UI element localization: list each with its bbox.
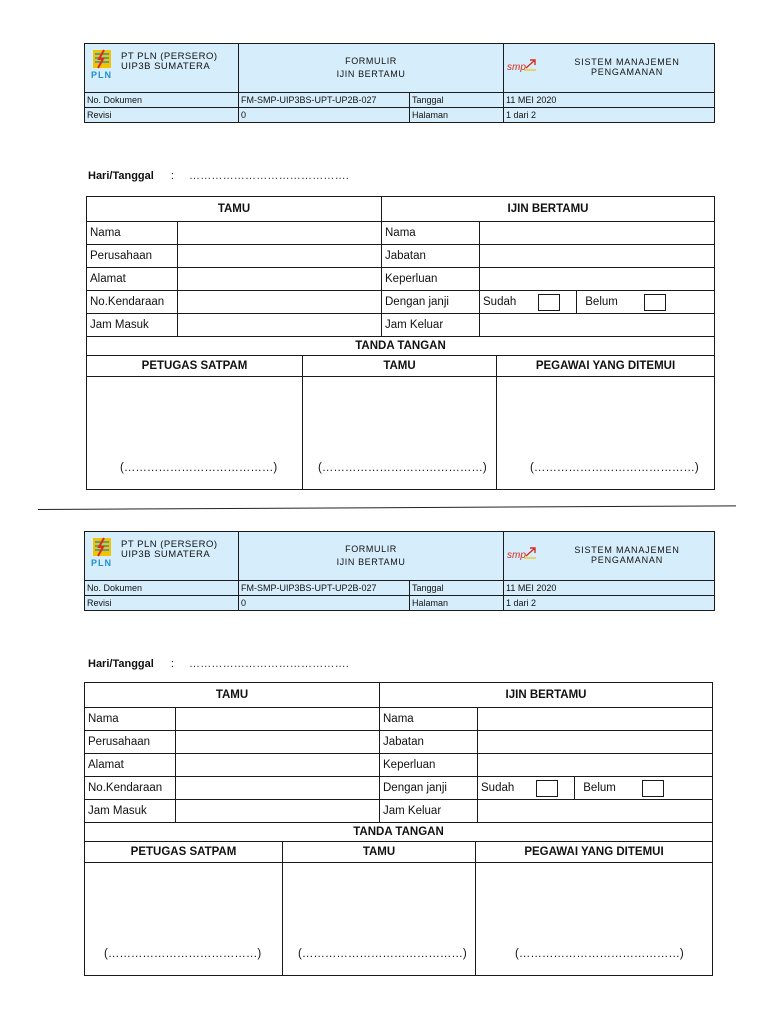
appointment-label: Dengan janji bbox=[382, 291, 480, 314]
company-unit: UIP3B SUMATERA bbox=[121, 549, 211, 560]
signature-line: (……………………………………) bbox=[298, 948, 467, 960]
appointment-label: Dengan janji bbox=[380, 777, 478, 800]
time-out-label: Jam Keluar bbox=[382, 314, 480, 337]
ijin-section-header: IJIN BERTAMU bbox=[380, 683, 713, 708]
purpose-label: Keperluan bbox=[380, 754, 478, 777]
time-out-field[interactable] bbox=[478, 800, 713, 823]
tamu-section-header: TAMU bbox=[87, 197, 382, 222]
appointment-divider bbox=[574, 777, 575, 799]
document-header bbox=[84, 43, 715, 123]
guest-signature[interactable] bbox=[283, 863, 476, 976]
date-line-colon: : bbox=[170, 170, 174, 182]
signature-line: (…………………………………) bbox=[104, 948, 262, 960]
company-name: PT PLN (PERSERO) bbox=[121, 51, 218, 62]
employee-signature-header: PEGAWAI YANG DITEMUI bbox=[476, 842, 713, 863]
vehicle-label: No.Kendaraan bbox=[85, 777, 176, 800]
appointment-divider bbox=[576, 291, 577, 313]
vehicle-field[interactable] bbox=[178, 291, 382, 314]
host-name-label: Nama bbox=[382, 222, 480, 245]
sudah-label: Sudah bbox=[481, 782, 515, 794]
host-name-label: Nama bbox=[380, 708, 478, 731]
guest-signature[interactable] bbox=[303, 377, 497, 490]
page-label: Halaman bbox=[410, 108, 504, 123]
company-field[interactable] bbox=[176, 731, 380, 754]
security-officer-header: PETUGAS SATPAM bbox=[87, 356, 303, 377]
guest-name-label: Nama bbox=[87, 222, 178, 245]
date-line-label: Hari/Tanggal bbox=[88, 170, 154, 182]
system-name-line2: PENGAMANAN bbox=[590, 555, 663, 565]
security-officer-header: PETUGAS SATPAM bbox=[85, 842, 283, 863]
guest-form-2 bbox=[84, 682, 712, 976]
signature-line: (……………………………………) bbox=[318, 462, 487, 474]
host-name-field[interactable] bbox=[480, 222, 715, 245]
smp-logo-text: smp bbox=[507, 62, 526, 73]
guest-name-field[interactable] bbox=[178, 222, 382, 245]
page-label: Halaman bbox=[410, 596, 504, 611]
form-title-line1: FORMULIR bbox=[345, 56, 397, 66]
system-name-line2: PENGAMANAN bbox=[590, 67, 663, 77]
page-value: 1 dari 2 bbox=[504, 108, 715, 123]
doc-number-label: No. Dokumen bbox=[85, 93, 239, 108]
form-title-line2: IJIN BERTAMU bbox=[336, 557, 406, 567]
document-header bbox=[84, 531, 715, 611]
appointment-options bbox=[478, 777, 713, 800]
guest-signature-header: TAMU bbox=[283, 842, 476, 863]
smp-logo-icon bbox=[506, 544, 538, 562]
company-field[interactable] bbox=[178, 245, 382, 268]
company-label: Perusahaan bbox=[87, 245, 178, 268]
smp-logo-text: smp bbox=[507, 550, 526, 561]
revision-label: Revisi bbox=[85, 108, 239, 123]
vehicle-field[interactable] bbox=[176, 777, 380, 800]
doc-number-value: FM-SMP-UIP3BS-UPT-UP2B-027 bbox=[239, 581, 410, 596]
guest-name-label: Nama bbox=[85, 708, 176, 731]
vehicle-label: No.Kendaraan bbox=[87, 291, 178, 314]
sudah-label: Sudah bbox=[483, 296, 517, 308]
date-line bbox=[88, 658, 349, 670]
system-name-line1: SISTEM MANAJEMEN bbox=[574, 57, 680, 67]
system-cell bbox=[504, 44, 715, 93]
ijin-section-header: IJIN BERTAMU bbox=[382, 197, 715, 222]
security-officer-signature[interactable] bbox=[87, 377, 303, 490]
form-title-line2: IJIN BERTAMU bbox=[336, 69, 406, 79]
tamu-section-header: TAMU bbox=[85, 683, 380, 708]
appointment-options bbox=[480, 291, 715, 314]
security-officer-signature[interactable] bbox=[85, 863, 283, 976]
position-label: Jabatan bbox=[382, 245, 480, 268]
signature-line: (……………………………………) bbox=[515, 948, 684, 960]
signature-line: (…………………………………) bbox=[120, 462, 278, 474]
date-line bbox=[88, 170, 349, 182]
signature-section-header: TANDA TANGAN bbox=[87, 337, 715, 356]
form-title-cell bbox=[239, 532, 504, 581]
guest-signature-header: TAMU bbox=[303, 356, 497, 377]
belum-label: Belum bbox=[585, 296, 618, 308]
system-cell bbox=[504, 532, 715, 581]
purpose-field[interactable] bbox=[480, 268, 715, 291]
employee-signature[interactable] bbox=[497, 377, 715, 490]
time-in-field[interactable] bbox=[176, 800, 380, 823]
time-in-field[interactable] bbox=[178, 314, 382, 337]
company-name: PT PLN (PERSERO) bbox=[121, 539, 218, 550]
date-value: 11 MEI 2020 bbox=[504, 581, 715, 596]
doc-number-label: No. Dokumen bbox=[85, 581, 239, 596]
signature-line: (……………………………………) bbox=[530, 462, 699, 474]
purpose-label: Keperluan bbox=[382, 268, 480, 291]
pln-logo-text: PLN bbox=[91, 70, 112, 80]
time-in-label: Jam Masuk bbox=[85, 800, 176, 823]
date-value: 11 MEI 2020 bbox=[504, 93, 715, 108]
address-field[interactable] bbox=[178, 268, 382, 291]
employee-signature-header: PEGAWAI YANG DITEMUI bbox=[497, 356, 715, 377]
position-field[interactable] bbox=[480, 245, 715, 268]
date-line-colon: : bbox=[170, 658, 174, 670]
revision-label: Revisi bbox=[85, 596, 239, 611]
belum-checkbox[interactable] bbox=[642, 780, 664, 797]
address-label: Alamat bbox=[87, 268, 178, 291]
revision-value: 0 bbox=[239, 596, 410, 611]
guest-form-1 bbox=[86, 196, 714, 490]
address-field[interactable] bbox=[176, 754, 380, 777]
company-label: Perusahaan bbox=[85, 731, 176, 754]
pln-logo-text: PLN bbox=[91, 558, 112, 568]
company-cell bbox=[85, 532, 239, 581]
sudah-checkbox[interactable] bbox=[538, 294, 560, 311]
position-field[interactable] bbox=[478, 731, 713, 754]
purpose-field[interactable] bbox=[478, 754, 713, 777]
address-label: Alamat bbox=[85, 754, 176, 777]
time-out-label: Jam Keluar bbox=[380, 800, 478, 823]
doc-number-value: FM-SMP-UIP3BS-UPT-UP2B-027 bbox=[239, 93, 410, 108]
revision-value: 0 bbox=[239, 108, 410, 123]
form-title-cell bbox=[239, 44, 504, 93]
belum-label: Belum bbox=[583, 782, 616, 794]
smp-logo-icon bbox=[506, 56, 538, 74]
date-line-field[interactable]: ……………………………………. bbox=[189, 170, 350, 182]
host-name-field[interactable] bbox=[478, 708, 713, 731]
belum-checkbox[interactable] bbox=[644, 294, 666, 311]
form-title-line1: FORMULIR bbox=[345, 544, 397, 554]
guest-name-field[interactable] bbox=[176, 708, 380, 731]
time-in-label: Jam Masuk bbox=[87, 314, 178, 337]
employee-signature[interactable] bbox=[476, 863, 713, 976]
sudah-checkbox[interactable] bbox=[536, 780, 558, 797]
date-label: Tanggal bbox=[410, 93, 504, 108]
date-label: Tanggal bbox=[410, 581, 504, 596]
page-value: 1 dari 2 bbox=[504, 596, 715, 611]
time-out-field[interactable] bbox=[480, 314, 715, 337]
date-line-label: Hari/Tanggal bbox=[88, 658, 154, 670]
system-name-line1: SISTEM MANAJEMEN bbox=[574, 545, 680, 555]
company-unit: UIP3B SUMATERA bbox=[121, 61, 211, 72]
signature-section-header: TANDA TANGAN bbox=[85, 823, 713, 842]
date-line-field[interactable]: ……………………………………. bbox=[189, 658, 350, 670]
position-label: Jabatan bbox=[380, 731, 478, 754]
company-cell bbox=[85, 44, 239, 93]
